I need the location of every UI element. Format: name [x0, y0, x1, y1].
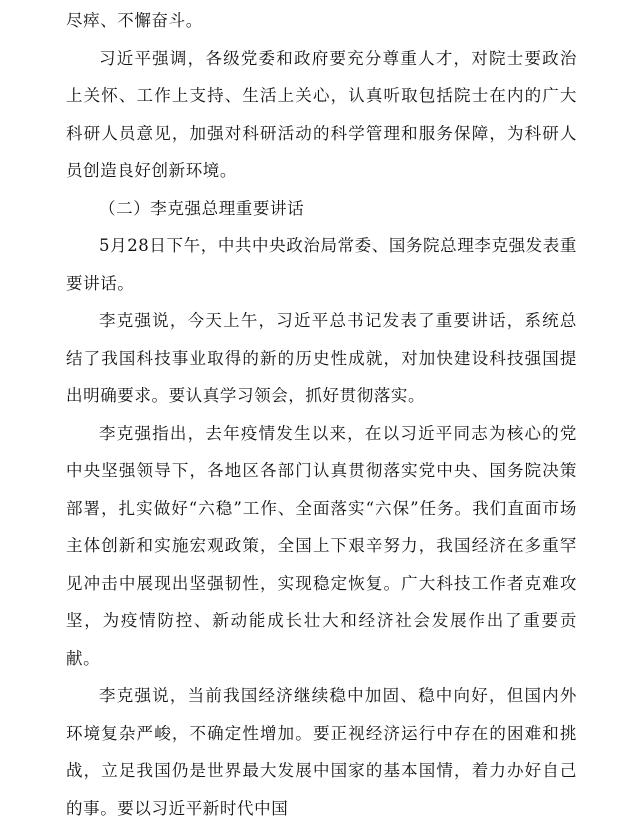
paragraph-li-said-1: 李克强说，今天上午，习近平总书记发表了重要讲话，系统总结了我国科技事业取得的新的历史性成就，对加快建设科技强国提出明确要求。要认真学习领会，抓好贯彻落实。: [66, 311, 577, 405]
paragraph-xi-emphasis: 习近平强调，各级党委和政府要充分尊重人才，对院士要政治上关怀、工作上支持、生活上关心，认真听取包括院士在内的广大科研人员意见，加强对科研活动的科学管理和服务保障，为科研人员创造良好创新环境。: [66, 48, 577, 180]
section-heading-li-keqiang-speech: （二）李克强总理重要讲话: [99, 198, 305, 218]
paragraph-li-said-2: 李克强说，当前我国经济继续稳中加固、稳中向好，但国内外环境复杂严峻，不确定性增加。要正视经济运行中存在的困难和挑战，立足我国仍是世界最大发展中国家的基本国情，着力办好自己的事。要以习近平新时代中国: [66, 686, 577, 818]
document-body: [66, 0, 577, 827]
paragraph-continuation: 尽瘁、不懈奋斗。: [66, 11, 203, 30]
paragraph-li-pointed-out: 李克强指出，去年疫情发生以来，在以习近平同志为核心的党中央坚强领导下，各地区各部门认真贯彻落实党中央、国务院决策部署，扎实做好“六稳”工作、全面落实“六保”任务。我们直面市场主体创新和实施宏观政策，全国上下艰辛努力，我国经济在多重罕见冲击中展现出坚强韧性，实现稳定恢复。广大科技工作者克难攻坚，为疫情防控、新动能成长壮大和经济社会发展作出了重要贡献。: [66, 423, 577, 668]
paragraph-speech-intro: 5月28日下午，中共中央政治局常委、国务院总理李克强发表重要讲话。: [66, 236, 577, 293]
